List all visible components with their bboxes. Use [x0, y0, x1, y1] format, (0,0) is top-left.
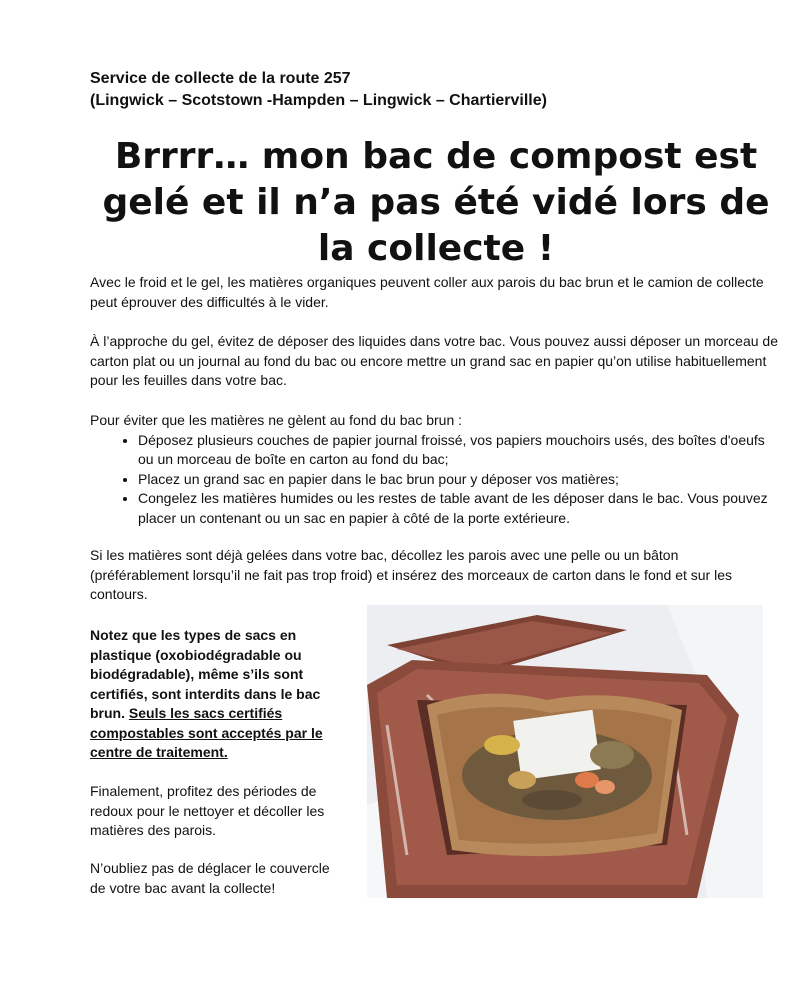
page-title: Brrrr… mon bac de compost est gelé et il n’a pas été vidé lors de la collecte ! [102, 136, 770, 269]
list-item: • Placez un grand sac en papier dans le bac brun pour y déposer vos matières; [138, 470, 780, 490]
paragraph-final: Finalement, profitez des périodes de redoux pour le nettoyer et décoller les matières des parois. [90, 783, 325, 838]
paragraph-approach: À l’approche du gel, évitez de déposer des liquides dans votre bac. Vous pouvez aussi déposer un morceau de carton plat ou un journal au fond du bac ou encore mettre un grand sac en papier qu’on utilise habituellement pour les feuilles dans votre bac. [90, 333, 778, 388]
tips-list [90, 431, 780, 529]
paragraph-freezing: Avec le froid et le gel, les matières organiques peuvent coller aux parois du bac brun et le camion de collecte peut éprouver des difficultés à le vider. [90, 274, 764, 310]
bag-note [90, 626, 335, 763]
header-line-1: Service de collecte de la route 257 [90, 70, 351, 87]
tips-section [90, 411, 780, 528]
tips-intro: Pour éviter que les matières ne gèlent au fond du bac brun : [90, 412, 463, 428]
list-item: • Déposez plusieurs couches de papier journal froissé, vos papiers mouchoirs usés, des boîtes d'oeufs ou un morceau de boîte en carton au fond du bac; [138, 431, 780, 470]
paragraph-already-frozen: Si les matières sont déjà gelées dans votre bac, décollez les parois avec une pelle ou un bâton (préférablement lorsqu’il ne fait pas trop froid) et insérez des morceaux de carton dans le fond et sur les contours. [90, 547, 732, 602]
paragraph-reminder: N’oubliez pas de déglacer le couvercle de votre bac avant la collecte! [90, 860, 330, 896]
bag-note-text: Notez que les types de sacs en plastique (oxobiodégradable ou biodégradable), même s’ils sont certifiés, sont interdits dans le bac brun. [90, 627, 321, 721]
bag-note-underlined: Seuls les sacs certifiés compostables sont acceptés par le centre de traitement. [90, 705, 323, 760]
compost-bin-illustration [367, 605, 763, 898]
header-line-2: (Lingwick – Scotstown -Hampden – Lingwick – Chartierville) [90, 92, 547, 109]
compost-bin-photo [367, 605, 763, 898]
list-item: • Congelez les matières humides ou les restes de table avant de les déposer dans le bac. Vous pouvez placer un contenant ou un sac en papier à côté de la porte extérieure. [138, 489, 780, 528]
service-header [90, 68, 547, 112]
